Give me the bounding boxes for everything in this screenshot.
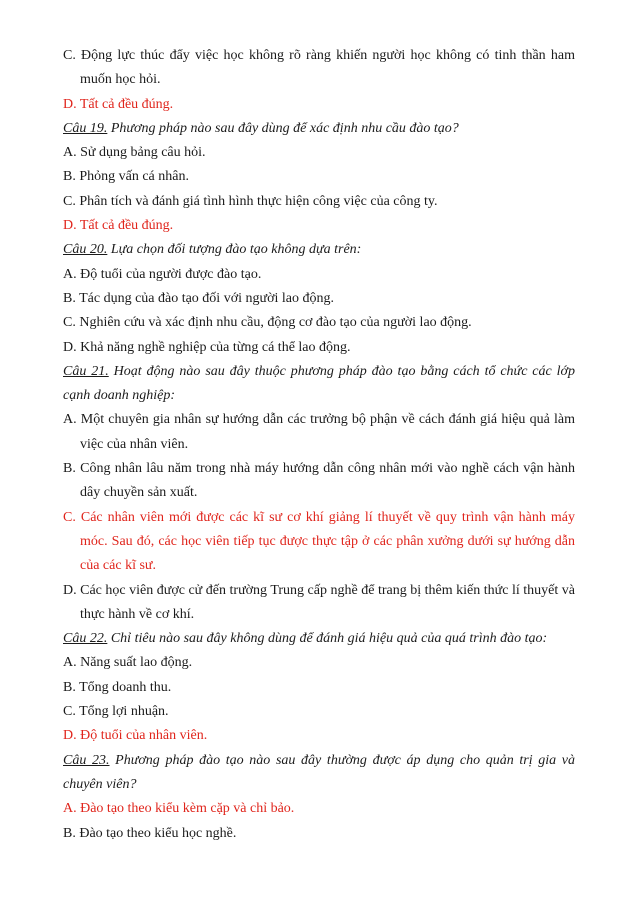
- question-21: [63, 360, 575, 409]
- answer-c-q20: C. Nghiên cứu và xác định nhu cầu, động cơ đào tạo của người lao động.: [63, 315, 472, 331]
- question-23: [63, 749, 575, 798]
- answer-d-q21: D. Các học viên được cử đến trường Trung cấp nghề để trang bị thêm kiến thức lí thuyết và thực hành về cơ khí.: [63, 582, 575, 622]
- answer-b-q23: B. Đào tạo theo kiểu học nghề.: [63, 825, 237, 841]
- question-22-text: Chỉ tiêu nào sau đây không dùng để đánh giá hiệu quả của quá trình đào tạo:: [107, 631, 548, 647]
- answer-a-q22: A. Năng suất lao động.: [63, 655, 193, 671]
- document-page: [63, 44, 575, 846]
- answer-c-q21-correct: C. Các nhân viên mới được các kĩ sư cơ khí giảng lí thuyết về quy trình vận hành máy móc. Sau đó, các học viên tiếp tục được thực tập ở các phân xưởng dưới sự hướng dẫn của các kĩ sư.: [63, 509, 575, 574]
- answer-b-q19: B. Phỏng vấn cá nhân.: [63, 169, 189, 185]
- answer-d-q18-correct: D. Tất cả đều đúng.: [63, 96, 174, 112]
- question-20-number: Câu 20.: [63, 242, 108, 258]
- question-21-text: Hoạt động nào sau đây thuộc phương pháp đào tạo bằng cách tổ chức các lớp cạnh doanh nghiệp:: [63, 363, 575, 404]
- answer-c-q22: C. Tổng lợi nhuận.: [63, 704, 169, 720]
- answer-a-q20: A. Độ tuổi của người được đào tạo.: [63, 266, 262, 282]
- question-23-text: Phương pháp đào tạo nào sau đây thường được áp dụng cho quản trị gia và chuyên viên?: [63, 752, 576, 792]
- answer-a-q23-correct: A. Đào tạo theo kiểu kèm cặp và chỉ bảo.: [63, 801, 295, 817]
- answer-a-q19: A. Sử dụng bảng câu hỏi.: [63, 145, 206, 161]
- answer-b-q21: B. Công nhân lâu năm trong nhà máy hướng dẫn công nhân mới vào nghề cách vận hành dây chuyền sản xuất.: [63, 461, 575, 501]
- question-20-text: Lựa chọn đối tượng đào tạo không dựa trên:: [107, 242, 362, 258]
- answer-c-q19: C. Phân tích và đánh giá tình hình thực hiện công việc của công ty.: [63, 193, 438, 209]
- answer-b-q20: B. Tác dụng của đào tạo đối với người lao động.: [63, 290, 334, 306]
- question-19-number: Câu 19.: [63, 120, 108, 136]
- question-19: [63, 117, 575, 141]
- answer-d-q22-correct: D. Độ tuổi của nhân viên.: [63, 728, 208, 744]
- answer-a-q21: A. Một chuyên gia nhân sự hướng dẫn các trưởng bộ phận về cách đánh giá hiệu quả làm việc của nhân viên.: [63, 412, 575, 452]
- question-23-number: Câu 23.: [63, 752, 110, 768]
- answer-c-q18: C. Động lực thúc đẩy việc học không rõ ràng khiến người học không có tinh thần ham muốn học hỏi.: [63, 48, 575, 88]
- question-22: [63, 627, 575, 651]
- answer-d-q20: D. Khả năng nghề nghiệp của từng cá thể lao động.: [63, 339, 351, 355]
- question-20: [63, 238, 575, 262]
- answer-d-q19-correct: D. Tất cả đều đúng.: [63, 218, 174, 234]
- answer-b-q22: B. Tổng doanh thu.: [63, 679, 172, 695]
- question-21-number: Câu 21.: [63, 363, 109, 379]
- question-19-text: Phương pháp nào sau đây dùng để xác định nhu cầu đào tạo?: [107, 120, 459, 136]
- question-22-number: Câu 22.: [63, 631, 108, 647]
